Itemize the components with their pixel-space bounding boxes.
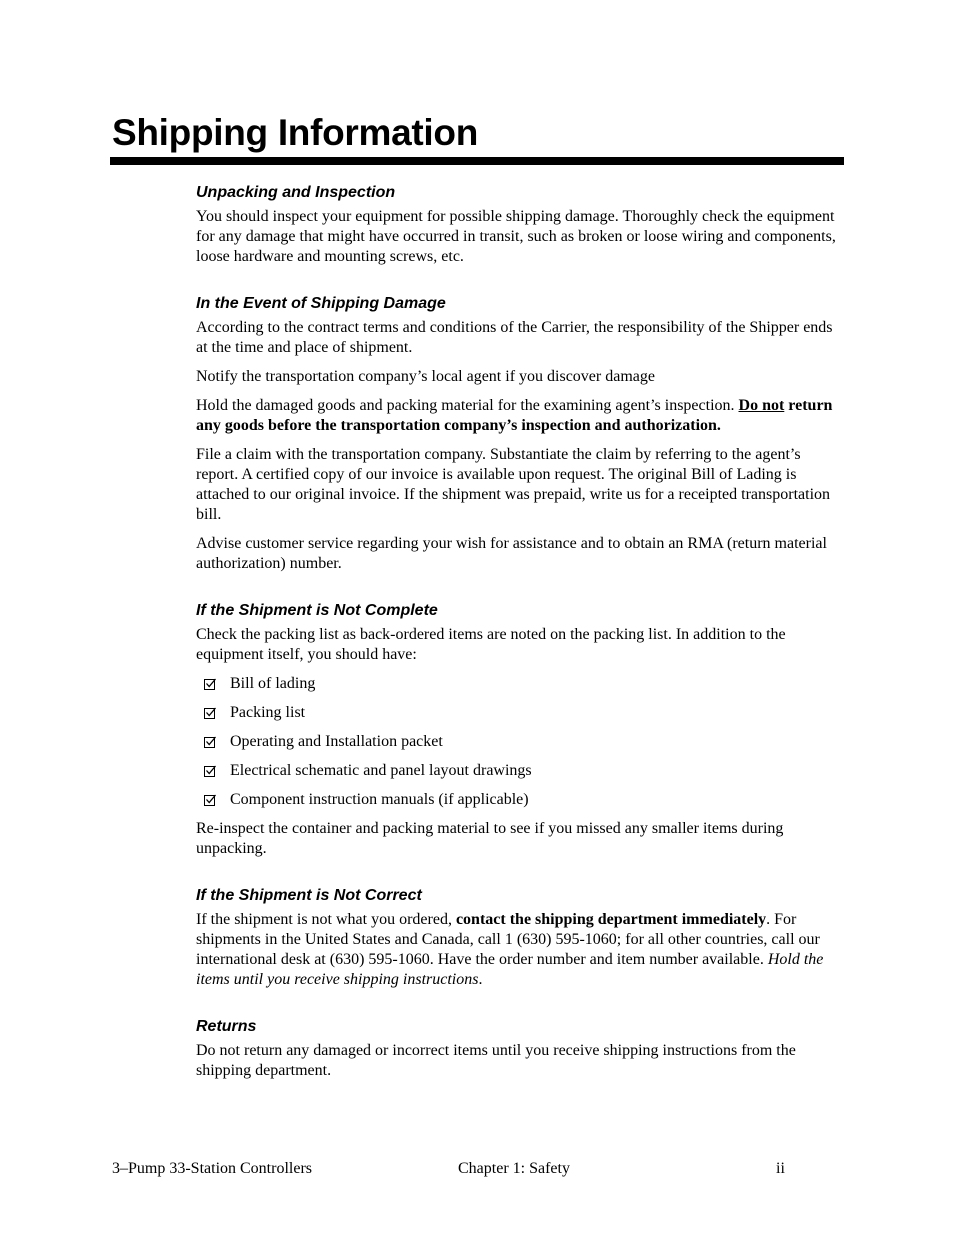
text-run-italic: Hold the items until you receive shipping instructions: [196, 951, 824, 988]
checklist-item-label: Operating and Installation packet: [230, 733, 443, 750]
text-run: Hold the damaged goods and packing material for the examining agent’s inspection.: [196, 397, 739, 414]
checklist-item: [196, 674, 836, 694]
title-rule: [110, 157, 844, 165]
checklist-item: [196, 703, 836, 723]
paragraph: You should inspect your equipment for possible shipping damage. Thoroughly check the equipment for any damage that might have occurred in transit, such as broken or loose wiring and components, loose hardware and mounting screws, etc.: [196, 208, 836, 265]
text-run-bold: return any goods before the transportation company’s inspection and authorization.: [196, 397, 833, 434]
page-title: Shipping Information: [112, 112, 479, 153]
paragraph: Check the packing list as back-ordered items are noted on the packing list. In addition to the equipment itself, you should have:: [196, 626, 786, 663]
checklist-item-label: Component instruction manuals (if applicable): [230, 791, 529, 808]
paragraph: Re-inspect the container and packing material to see if you missed any smaller items during unpacking.: [196, 820, 784, 857]
paragraph: Notify the transportation company’s local agent if you discover damage: [196, 368, 655, 385]
text-run: .: [478, 971, 483, 988]
section-unpacking: [196, 183, 836, 267]
checklist-item-label: Bill of lading: [230, 675, 316, 692]
checked-box-icon: [204, 708, 215, 719]
paragraph: File a claim with the transportation company. Substantiate the claim by referring to the agent’s report. A certified copy of our invoice is available upon request. The original Bill of Lading is attached to our original invoice. If the shipment was prepaid, write us for a receipted transportation bill.: [196, 446, 831, 523]
footer-chapter: Chapter 1: Safety: [458, 1160, 570, 1177]
paragraph: [196, 910, 836, 990]
footer-product-name: 3–Pump 33-Station Controllers: [112, 1160, 312, 1177]
checklist: [196, 674, 836, 810]
footer-page-number: ii: [776, 1160, 785, 1177]
checklist-item: [196, 790, 836, 810]
document-body: [196, 183, 836, 1108]
section-heading-shipping-damage: In the Event of Shipping Damage: [196, 295, 446, 312]
checklist-item: [196, 732, 836, 752]
checklist-item-label: Packing list: [230, 704, 306, 721]
section-heading-not-correct: If the Shipment is Not Correct: [196, 887, 422, 904]
section-not-complete: [196, 601, 836, 859]
paragraph: According to the contract terms and conditions of the Carrier, the responsibility of the Shipper ends at the time and place of shipment.: [196, 319, 833, 356]
text-run-bold: contact the shipping department immediately: [455, 911, 767, 928]
text-run: If the shipment is not what you ordered,: [196, 911, 456, 928]
section-heading-unpacking: Unpacking and Inspection: [196, 184, 396, 201]
section-shipping-damage: [196, 294, 836, 574]
checklist-item-label: Electrical schematic and panel layout drawings: [230, 762, 532, 779]
checked-box-icon: [204, 795, 215, 806]
checked-box-icon: [204, 737, 215, 748]
checked-box-icon: [204, 679, 215, 690]
section-heading-returns: Returns: [196, 1018, 257, 1035]
paragraph: Do not return any damaged or incorrect items until you receive shipping instructions from the shipping department.: [196, 1042, 796, 1079]
section-not-correct: [196, 886, 836, 990]
section-returns: [196, 1017, 836, 1081]
text-run: . For shipments in the United States and Canada, call 1 (630) 595-1060; for all other countries, call our international desk at (630) 595-1060. Have the order number and item number available.: [196, 911, 820, 968]
checked-box-icon: [204, 766, 215, 777]
paragraph: Advise customer service regarding your wish for assistance and to obtain an RMA (return material authorization) number.: [196, 535, 827, 572]
text-run-bold-underline: Do not: [738, 397, 785, 414]
checklist-item: [196, 761, 836, 781]
section-heading-not-complete: If the Shipment is Not Complete: [196, 602, 438, 619]
paragraph-warning: [196, 396, 836, 436]
